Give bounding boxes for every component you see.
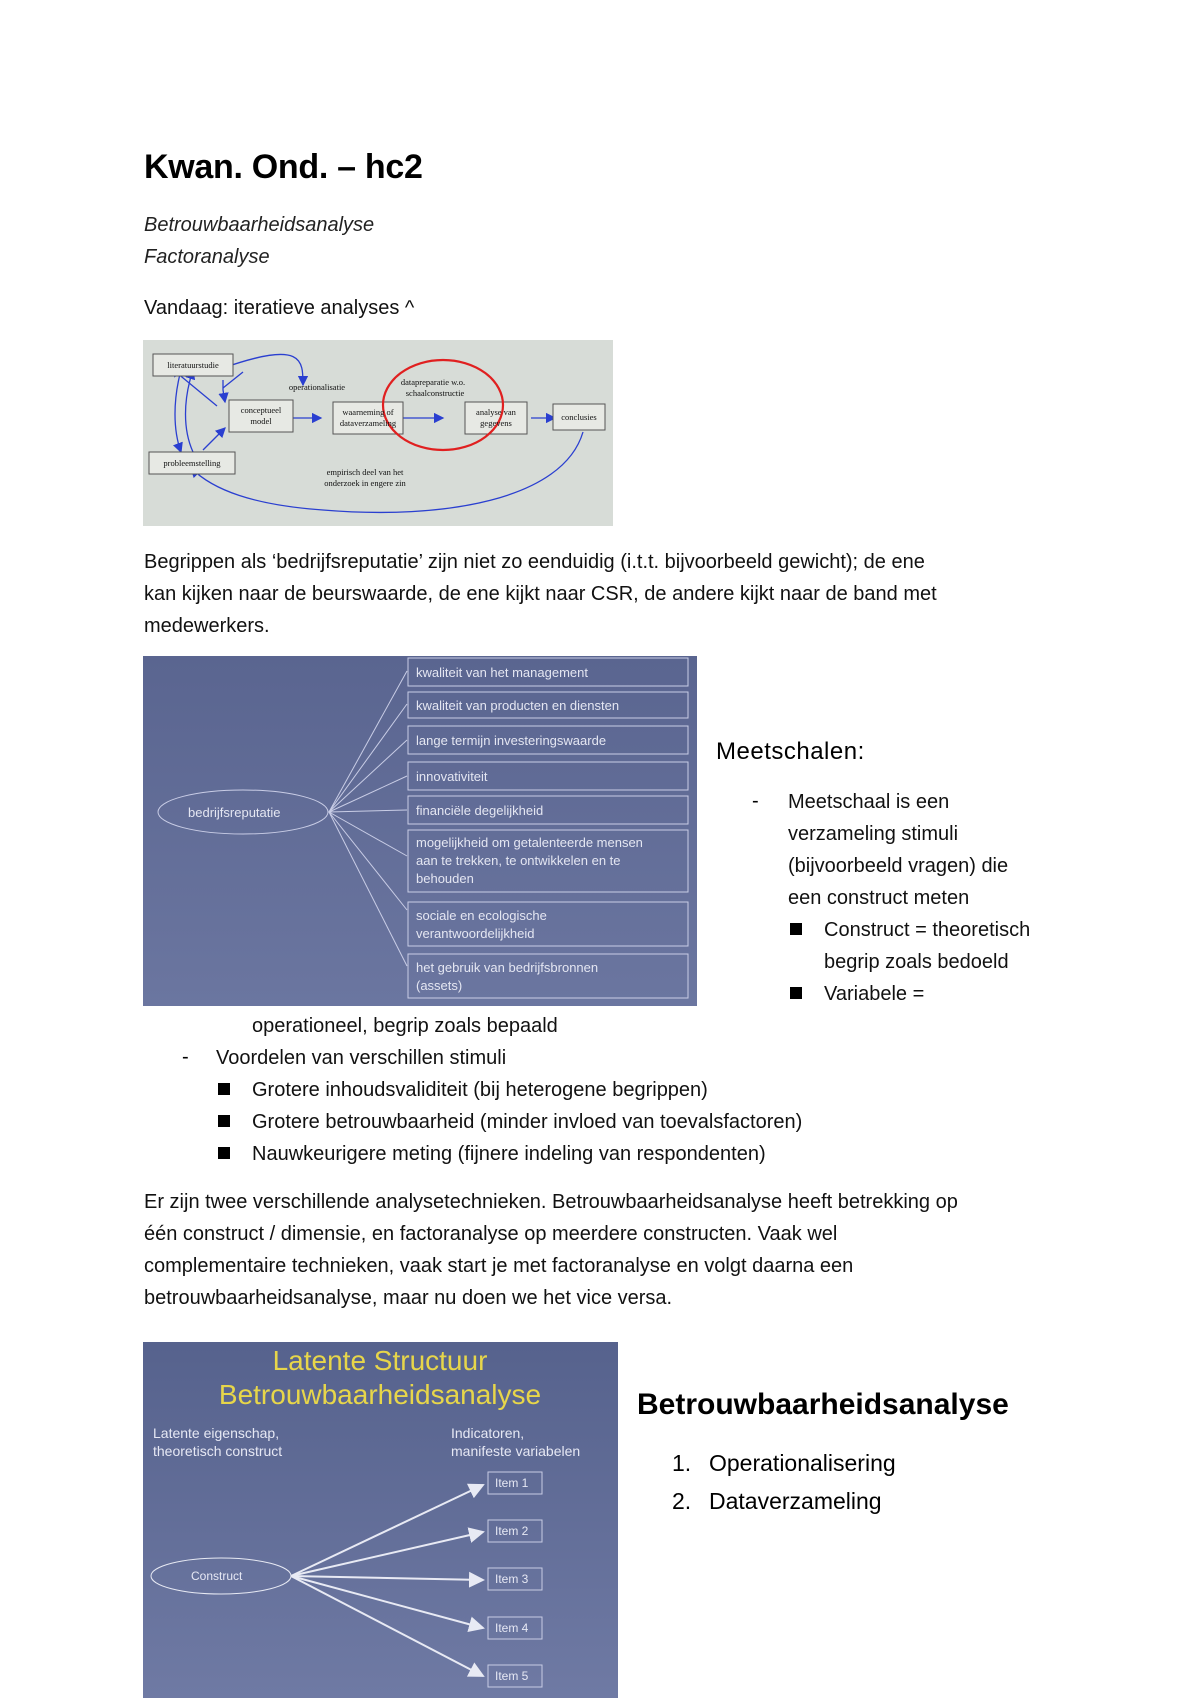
meetschaal-bullet-1-line: (bijvoorbeeld vragen) die (788, 855, 1009, 877)
subtitle-betrouwbaarheidsanalyse: Betrouwbaarheidsanalyse (144, 214, 375, 236)
meetschaal-bullet-1-line: een construct meten (788, 887, 970, 909)
fig3-right-2: manifeste variabelen (451, 1443, 581, 1459)
fig2-item: behouden (416, 871, 474, 886)
fig2-item: het gebruik van bedrijfsbronnen (416, 960, 599, 975)
fig1-analyse-2: gegevens (480, 418, 512, 428)
page-title: Kwan. Ond. – hc2 (144, 148, 423, 186)
square-bullet (218, 1083, 230, 1095)
fig2-item: mogelijkheid om getalenteerde mensen (416, 835, 643, 850)
paragraph-1-line-2: kan kijken naar de beurswaarde, de ene kijkt naar CSR, de andere kijkt naar de band met (144, 583, 937, 605)
meetschaal-bullet-1 (788, 786, 1008, 914)
paragraph-2-line: één construct / dimensie, en factoranalyse op meerdere constructen. Vaak wel (144, 1223, 838, 1245)
square-bullet (790, 987, 802, 999)
construct-definition (824, 914, 1030, 978)
voordeel-item-2: Grotere betrouwbaarheid (minder invloed van toevalsfactoren) (252, 1111, 803, 1133)
variabele-definition-start: Variabele = (824, 983, 925, 1005)
fig1-datapreparatie-1: datapreparatie w.o. (400, 377, 466, 387)
subtitle-factoranalyse: Factoranalyse (144, 246, 270, 268)
fig3-left-2: theoretisch construct (153, 1443, 283, 1459)
latente-structuur-figure (143, 1342, 618, 1698)
list-number-1: 1. (672, 1450, 692, 1476)
fig2-center: bedrijfsreputatie (188, 805, 281, 820)
fig2-item: financiële degelijkheid (416, 803, 544, 818)
fig2-item: sociale en ecologische (416, 908, 547, 923)
dash-bullet: - (752, 790, 759, 812)
fig3-title-1: Latente Structuur (272, 1345, 488, 1376)
list-item-operationalisering: Operationalisering (709, 1450, 896, 1476)
dash-bullet: - (182, 1046, 189, 1068)
paragraph-2-line: Er zijn twee verschillende analysetechnieken. Betrouwbaarheidsanalyse heeft betrekking op (144, 1191, 958, 1213)
fig3-item: Item 1 (495, 1476, 529, 1490)
meetschalen-heading: Meetschalen: (716, 738, 865, 765)
research-cycle-figure (143, 340, 613, 526)
list-number-2: 2. (672, 1488, 692, 1514)
section-heading: Betrouwbaarheidsanalyse (637, 1388, 1009, 1421)
fig3-item: Item 3 (495, 1572, 529, 1586)
today-line: Vandaag: iteratieve analyses ^ (144, 297, 415, 319)
paragraph-2-line: betrouwbaarheidsanalyse, maar nu doen we het vice versa. (144, 1287, 673, 1309)
fig2-item: (assets) (416, 978, 463, 993)
square-bullet (790, 923, 802, 935)
variabele-definition-continued: operationeel, begrip zoals bepaald (252, 1015, 558, 1037)
fig3-construct: Construct (191, 1569, 243, 1583)
paragraph-2-line: complementaire technieken, vaak start je met factoranalyse en volgt daarna een (144, 1255, 854, 1277)
voordelen-bullet: Voordelen van verschillen stimuli (216, 1047, 507, 1069)
fig3-left-1: Latente eigenschap, (153, 1425, 280, 1441)
list-item-dataverzameling: Dataverzameling (709, 1488, 882, 1514)
square-bullet (218, 1115, 230, 1127)
construct-definition-line: Construct = theoretisch (824, 919, 1031, 941)
fig2-item: aan te trekken, te ontwikkelen en te (416, 853, 621, 868)
fig1-empirisch-2: onderzoek in engere zin (324, 478, 406, 488)
fig1-literatuur: literatuurstudie (167, 360, 219, 370)
fig3-item: Item 5 (495, 1669, 529, 1683)
voordeel-item-3: Nauwkeurigere meting (fijnere indeling van respondenten) (252, 1143, 766, 1165)
paragraph-1-line-3: medewerkers. (144, 615, 270, 637)
bedrijfsreputatie-figure (143, 656, 697, 1006)
fig2-item: kwaliteit van het management (416, 665, 588, 680)
fig1-waarneming-1: waarneming of (342, 407, 394, 417)
fig2-item: innovativiteit (416, 769, 488, 784)
paragraph-1-line-1: Begrippen als ‘bedrijfsreputatie’ zijn niet zo eenduidig (i.t.t. bijvoorbeeld gewicht); de ene (144, 551, 925, 573)
fig1-conclusies: conclusies (561, 412, 597, 422)
fig1-datapreparatie-2: schaalconstructie (405, 388, 465, 398)
fig2-item: verantwoordelijkheid (416, 926, 535, 941)
meetschaal-bullet-1-line: verzameling stimuli (788, 823, 959, 845)
fig1-conceptueel-2: model (250, 416, 272, 426)
square-bullet (218, 1147, 230, 1159)
fig3-title-2: Betrouwbaarheidsanalyse (218, 1379, 542, 1410)
fig3-item: Item 4 (495, 1621, 529, 1635)
paragraph-2 (144, 1186, 1074, 1314)
construct-definition-line: begrip zoals bedoeld (824, 951, 1009, 973)
fig3-item: Item 2 (495, 1524, 529, 1538)
fig1-waarneming-2: dataverzameling (339, 418, 397, 428)
fig1-conceptueel-1: conceptueel (240, 405, 282, 415)
fig1-empirisch-1: empirisch deel van het (326, 467, 404, 477)
fig3-right-1: Indicatoren, (451, 1425, 525, 1441)
fig2-item: lange termijn investeringswaarde (416, 733, 607, 748)
fig1-probleemstelling: probleemstelling (163, 458, 221, 468)
fig1-operationalisatie: operationalisatie (288, 382, 346, 392)
fig1-analyse-1: analyse van (476, 407, 516, 417)
voordeel-item-1: Grotere inhoudsvaliditeit (bij heterogene begrippen) (252, 1079, 708, 1101)
meetschaal-bullet-1-line: Meetschaal is een (788, 791, 950, 813)
paragraph-1 (144, 546, 1074, 642)
fig2-item: kwaliteit van producten en diensten (416, 698, 620, 713)
